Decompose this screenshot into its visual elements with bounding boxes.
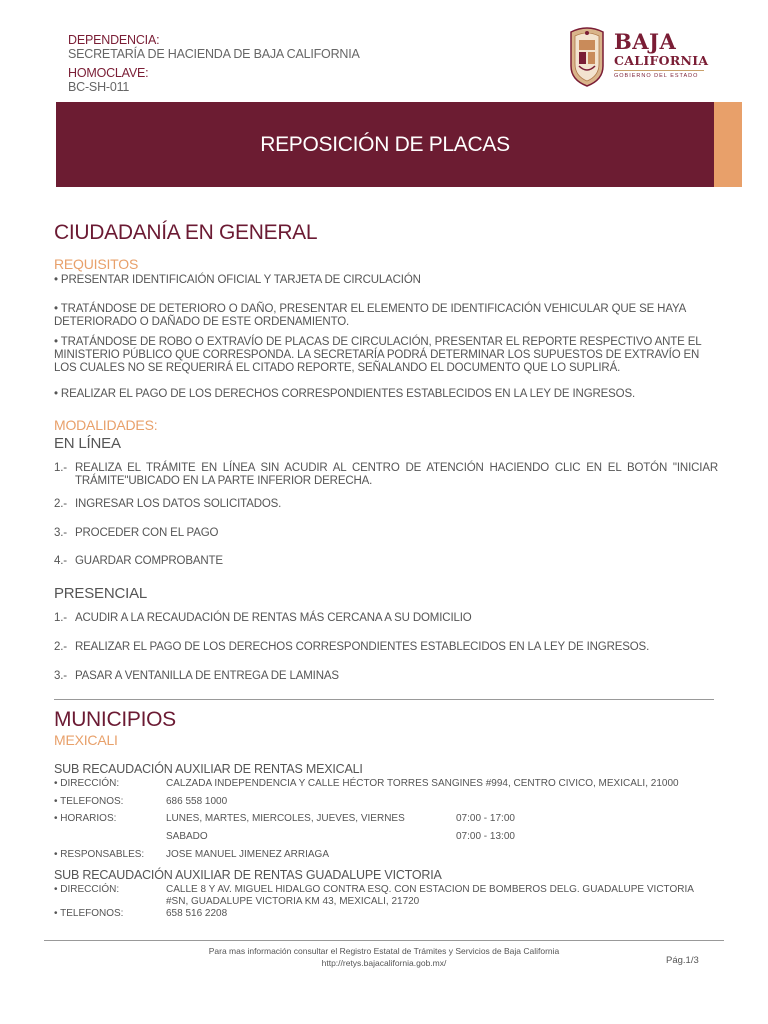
section-divider xyxy=(54,699,714,700)
presencial-step xyxy=(54,670,718,683)
telefonos-value: 686 558 1000 xyxy=(166,796,228,807)
step-text: INGRESAR LOS DATOS SOLICITADOS. xyxy=(75,498,282,510)
step-number: 4.- xyxy=(54,555,67,567)
responsables-value: JOSE MANUEL JIMENEZ ARRIAGA xyxy=(166,849,329,860)
horario-hours: 07:00 - 13:00 xyxy=(456,831,515,842)
requisitos-heading: REQUISITOS xyxy=(54,256,139,272)
requisito-item: • PRESENTAR IDENTIFICAIÓN OFICIAL Y TARJETA DE CIRCULACIÓN xyxy=(54,274,421,286)
step-number: 2.- xyxy=(54,641,67,653)
municipios-heading: MUNICIPIOS xyxy=(54,708,176,731)
step-number: 3.- xyxy=(54,527,67,539)
office-name: SUB RECAUDACIÓN AUXILIAR DE RENTAS GUADALUPE VICTORIA xyxy=(54,868,442,882)
footer-link[interactable]: http://retys.bajacalifornia.gob.mx/ xyxy=(321,958,447,968)
step-text: GUARDAR COMPROBANTE xyxy=(75,555,223,567)
horario-hours: 07:00 - 17:00 xyxy=(456,813,515,824)
step-text: PROCEDER CON EL PAGO xyxy=(75,527,219,539)
step-number: 1.- xyxy=(54,462,67,474)
telefonos-label: • TELEFONOS: xyxy=(54,796,124,807)
page-number: Pág.1/3 xyxy=(666,955,699,966)
step-text: REALIZA EL TRÁMITE EN LÍNEA SIN ACUDIR AL CENTRO DE ATENCIÓN HACIENDO CLIC EN EL BOTÓN "INICIAR TRÁMITE"UBICADO EN LA PARTE INFERIOR DERECHA. xyxy=(75,462,718,487)
step-text: PASAR A VENTANILLA DE ENTREGA DE LAMINAS xyxy=(75,670,339,682)
homoclave-value: BC-SH-011 xyxy=(68,80,130,94)
presencial-step xyxy=(54,641,718,654)
dependencia-label: DEPENDENCIA: xyxy=(68,33,160,47)
horarios-label: • HORARIOS: xyxy=(54,813,117,824)
direccion-label: • DIRECCIÓN: xyxy=(54,884,120,895)
en-linea-step xyxy=(54,498,718,511)
homoclave-label: HOMOCLAVE: xyxy=(68,66,149,80)
en-linea-step xyxy=(54,462,718,488)
requisito-item: • TRATÁNDOSE DE DETERIORO O DAÑO, PRESENTAR EL ELEMENTO DE IDENTIFICACIÓN VEHICULAR QUE SE HAYA DETERIORADO O DAÑADO DE ESTE ORDENAMIENTO. xyxy=(54,303,686,328)
en-linea-step xyxy=(54,527,718,540)
direccion-value: CALZADA INDEPENDENCIA Y CALLE HÉCTOR TORRES SANGINES #994, CENTRO CIVICO, MEXICALI, 21000 xyxy=(166,778,679,789)
coat-of-arms-icon xyxy=(567,26,607,88)
direccion-label: • DIRECCIÓN: xyxy=(54,778,120,789)
requisito-item: • TRATÁNDOSE DE ROBO O EXTRAVÍO DE PLACAS DE CIRCULACIÓN, PRESENTAR EL REPORTE RESPECTIVO ANTE EL MINISTERIO PÚBLICO QUE CORRESPONDA. LA SECRETARÍA PODRÁ DETERMINAR LOS SUPUESTOS DE EXTRAVÍO EN LOS CUALES NO SE REQUERIRÁ EL CITADO REPORTE, SEÑALANDO EL DOCUMENTO QUE LO SUPLIRÁ. xyxy=(54,336,702,374)
footer-info: Para mas información consultar el Registro Estatal de Trámites y Servicios de Baja California xyxy=(208,946,560,956)
logo-tagline: GOBIERNO DEL ESTADO xyxy=(614,73,699,79)
responsables-label: • RESPONSABLES: xyxy=(54,849,145,860)
presencial-heading: PRESENCIAL xyxy=(54,585,148,602)
step-text: ACUDIR A LA RECAUDACIÓN DE RENTAS MÁS CERCANA A SU DOMICILIO xyxy=(75,612,472,624)
logo-divider xyxy=(614,70,704,71)
title-banner-accent xyxy=(714,102,742,187)
step-number: 1.- xyxy=(54,612,67,624)
telefonos-label: • TELEFONOS: xyxy=(54,908,124,919)
telefonos-value: 658 516 2208 xyxy=(166,908,228,919)
audience-heading: CIUDADANÍA EN GENERAL xyxy=(54,221,318,244)
modalidades-heading: MODALIDADES: xyxy=(54,417,158,433)
office-name: SUB RECAUDACIÓN AUXILIAR DE RENTAS MEXICALI xyxy=(54,762,363,776)
footer-divider xyxy=(44,940,724,941)
direccion-value: CALLE 8 Y AV. MIGUEL HIDALGO CONTRA ESQ. CON ESTACION DE BOMBEROS DELG. GUADALUPE VICTORIA #SN, GUADALUPE VICTORIA KM 43, MEXICALI, 21720 xyxy=(166,884,694,907)
en-linea-heading: EN LÍNEA xyxy=(54,435,121,452)
page-title: REPOSICIÓN DE PLACAS xyxy=(260,133,510,156)
baja-california-logo xyxy=(567,26,717,92)
presencial-step xyxy=(54,612,718,625)
step-number: 3.- xyxy=(54,670,67,682)
step-text: REALIZAR EL PAGO DE LOS DERECHOS CORRESPONDIENTES ESTABLECIDOS EN LA LEY DE INGRESOS. xyxy=(75,641,650,653)
logo-subtitle: CALIFORNIA xyxy=(614,53,709,68)
requisito-item: • REALIZAR EL PAGO DE LOS DERECHOS CORRESPONDIENTES ESTABLECIDOS EN LA LEY DE INGRESOS. xyxy=(54,388,636,400)
en-linea-step xyxy=(54,555,718,568)
step-number: 2.- xyxy=(54,498,67,510)
logo-title: BAJA xyxy=(614,29,677,54)
horario-days: LUNES, MARTES, MIERCOLES, JUEVES, VIERNES xyxy=(166,813,405,824)
dependencia-value: SECRETARÍA DE HACIENDA DE BAJA CALIFORNIA xyxy=(68,47,360,61)
horario-days: SABADO xyxy=(166,831,208,842)
city-heading: MEXICALI xyxy=(54,732,118,748)
